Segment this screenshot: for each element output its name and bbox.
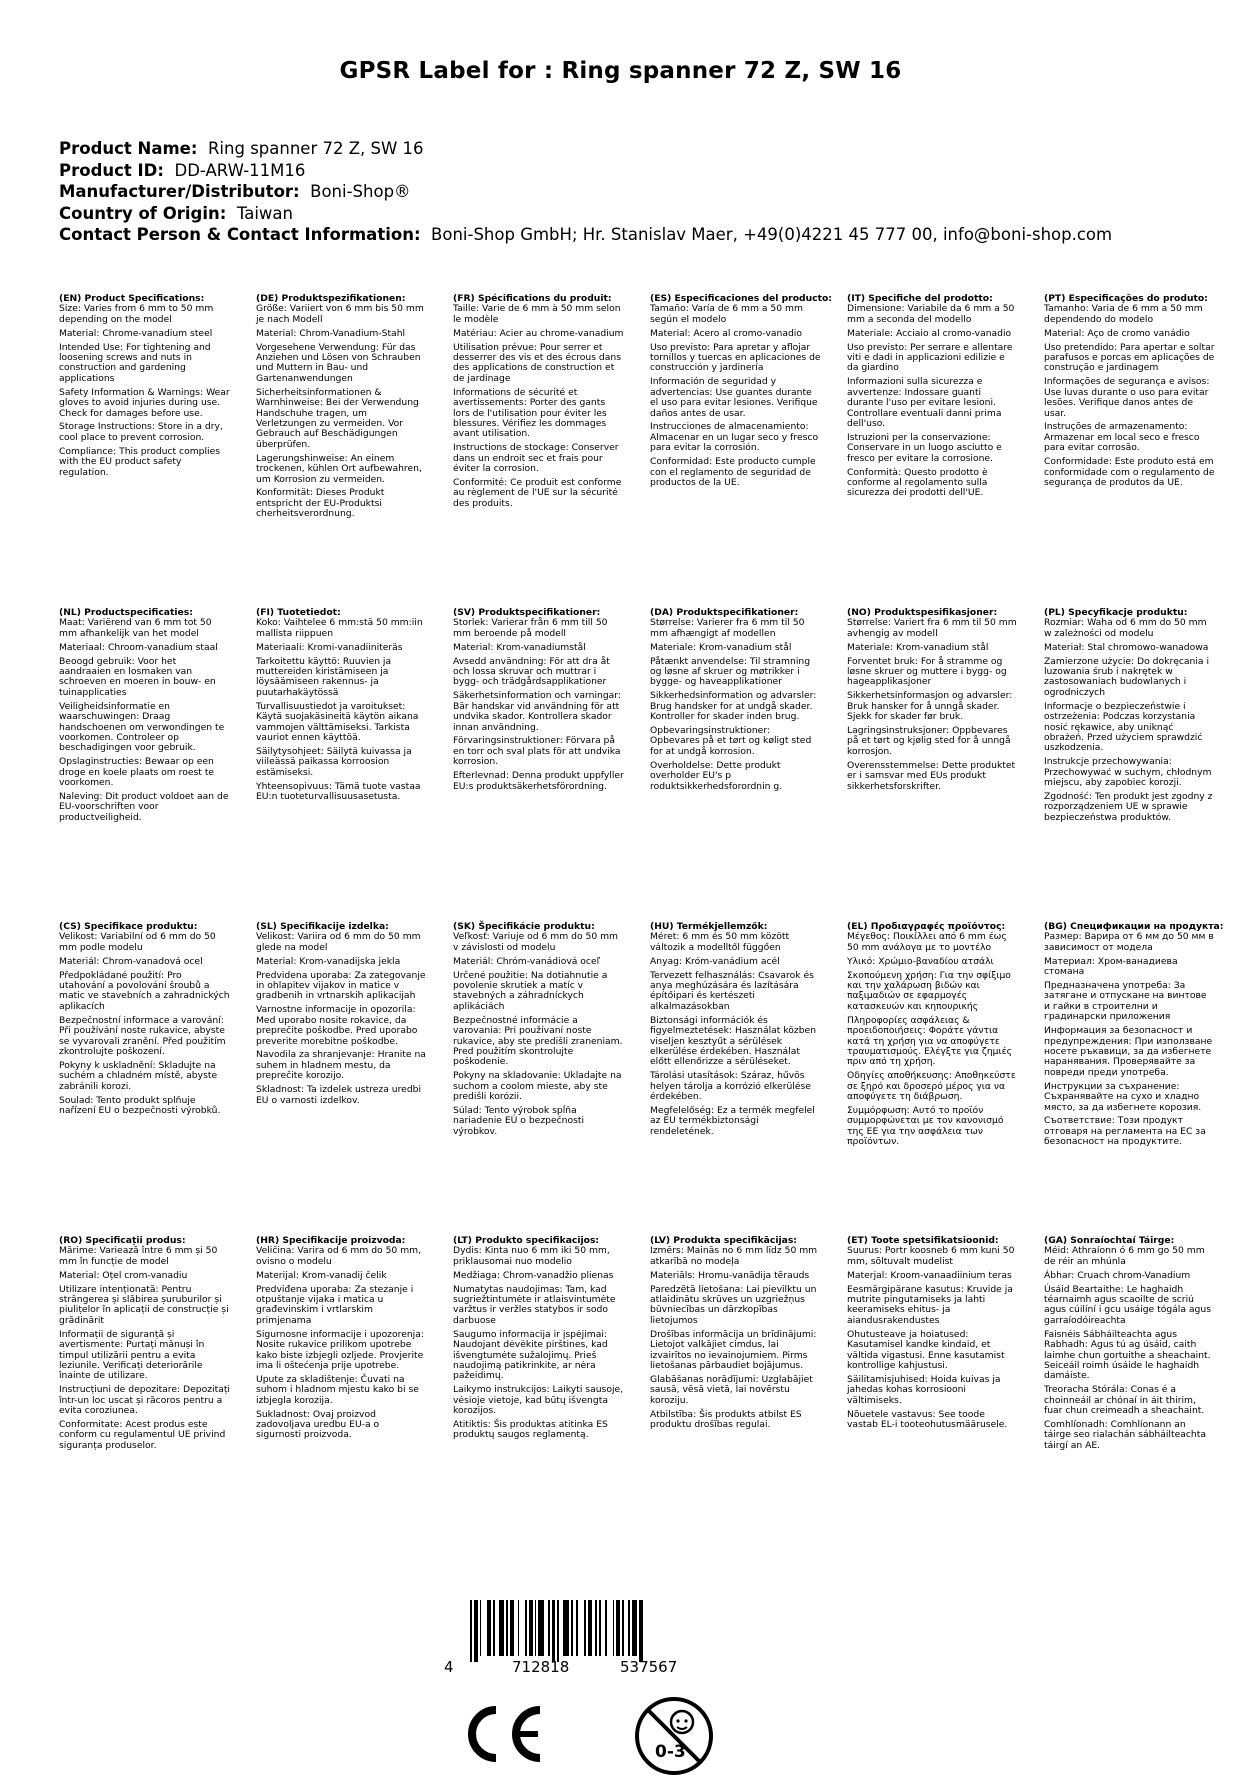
- barcode-bar: [548, 1600, 550, 1656]
- barcode-bar: [599, 1600, 601, 1656]
- spec-section-header: (HU) Termékjellemzők:: [650, 921, 768, 932]
- spec-paragraph: Faisnéis Sábháilteachta agus Rabhadh: Agus tú ag úsáid, caith laimhe chun gortuithe a sheachaint. Seiceáil roimh úsáide le haghaidh damáiste.: [1044, 1328, 1211, 1382]
- age-warning-label: 0-3: [655, 1742, 686, 1762]
- spec-paragraph: Materiaal: Chroom-vanadium staal: [59, 641, 218, 653]
- spec-paragraph: Materiāls: Hromu-vanādija tērauds: [650, 1269, 810, 1281]
- barcode-bar: [628, 1600, 630, 1656]
- spec-paragraph: Μέγεθος: Ποικίλλει από 6 mm έως 50 mm ανάλογα με το μοντέλο: [847, 931, 1007, 953]
- spec-section-header: (RO) Specificații produs:: [59, 1235, 186, 1246]
- spec-paragraph: Uso previsto: Para apretar y aflojar tornillos y tuercas en aplicaciones de construcción y jardinería: [650, 341, 821, 374]
- spec-paragraph: Material: Krom-vanadijska jekla: [256, 955, 401, 967]
- spec-paragraph: Informazioni sulla sicurezza e avvertenze: Indossare guanti durante l'uso per evitare lesioni. Controllare eventuali danni prima dell'uso.: [847, 376, 1002, 429]
- spec-row-3: [59, 922, 1239, 1151]
- spec-paragraph: Tamanho: Varia de 6 mm a 50 mm dependendo do modelo: [1044, 303, 1203, 325]
- spec-section-header: (BG) Спецификации на продукта:: [1044, 921, 1224, 932]
- spec-paragraph: Materjal: Kroom-vanaadiinium teras: [847, 1269, 1012, 1281]
- barcode-bar: [588, 1600, 592, 1656]
- spec-paragraph: Konformität: Dieses Produkt entspricht der EU-Produktsi cherheitsverordnung.: [256, 487, 385, 520]
- spec-paragraph: Ábhar: Cruach chrom-Vanadium: [1044, 1269, 1191, 1281]
- barcode-bar: [538, 1600, 544, 1656]
- spec-section: [453, 294, 650, 523]
- spec-paragraph: Uso pretendido: Para apertar e soltar parafusos e porcas em aplicações de construção e jardinagem: [1044, 341, 1215, 374]
- spec-section-header: (PT) Especificações do produto:: [1044, 293, 1208, 304]
- spec-section-header: (LV) Produkta specifikācijas:: [650, 1235, 797, 1246]
- spec-section: [1044, 922, 1241, 1151]
- spec-paragraph: Navodila za shranjevanje: Hranite na suhem in hladnem mestu, da preprečite korozijo.: [256, 1049, 426, 1082]
- spec-paragraph: Veiligheidsinformatie en waarschuwingen: Draag handschoenen om verwondingen te voorkomen. Controleer op beschadigingen voor gebruik.: [59, 700, 225, 754]
- spec-row-2: [59, 608, 1239, 827]
- spec-paragraph: Οδηγίες αποθήκευσης: Αποθηκεύστε σε ξηρό και δροσερό μέρος για να αποφύγετε τη διάβρωση.: [847, 1070, 1016, 1103]
- spec-paragraph: Размер: Варира от 6 мм до 50 мм в зависимост от модела: [1044, 931, 1214, 953]
- spec-section: [847, 294, 1044, 523]
- spec-paragraph: Instrucțiuni de depozitare: Depozitați într-un loc uscat și răcoros pentru a evita coroziunea.: [59, 1384, 230, 1417]
- spec-paragraph: Mărime: Variează între 6 mm și 50 mm în funcție de model: [59, 1245, 218, 1267]
- spec-paragraph: Varnostne informacije in opozorila: Med uporabo nosite rokavice, da preprečite poškodbe. Pred uporabo preverite morebitne poškodbe.: [256, 1004, 418, 1047]
- spec-section: [847, 608, 1044, 827]
- spec-paragraph: Určené použitie: Na dotiahnutie a povolenie skrutiek a matíc v stavebných a záhradníckych aplikáciách: [453, 969, 608, 1012]
- barcode-bar: [595, 1600, 597, 1656]
- spec-section: [59, 608, 256, 827]
- spec-paragraph: Bezpečnostné informácie a varovania: Pri používaní noste rukavice, aby ste predišli zraneniam. Pred použitím skontrolujte poškodenie.: [453, 1014, 623, 1068]
- spec-section: [1044, 608, 1241, 827]
- spec-paragraph: Anyag: Króm-vanádium acél: [650, 955, 780, 967]
- barcode-bar: [499, 1600, 505, 1656]
- spec-row-1: [59, 294, 1239, 523]
- barcode-bar: [605, 1600, 607, 1656]
- spec-paragraph: Pokyny k uskladnění: Skladujte na suchém a chladném místě, abyste zabránili korozi.: [59, 1059, 218, 1092]
- spec-section-header: (DA) Produktspecifikationer:: [650, 607, 799, 618]
- spec-section: [1044, 1236, 1241, 1455]
- spec-paragraph: Materiál: Chrom-vanadová ocel: [59, 955, 203, 967]
- spec-paragraph: Größe: Variiert von 6 mm bis 50 mm je nach Modell: [256, 303, 424, 325]
- spec-paragraph: Utilizare intenționată: Pentru strângerea și slăbirea șuruburilor și piulițelor în aplicații de construcție și grădinărit: [59, 1283, 229, 1326]
- spec-paragraph: Tervezett felhasználás: Csavarok és anya meghúzására és lazítására építőipari és kertészeti alkalmazásokban: [650, 969, 814, 1012]
- spec-paragraph: Overensstemmelse: Dette produktet er i samsvar med EUs produkt sikkerhetsforskrifter.: [847, 759, 1016, 792]
- spec-paragraph: Zamierzone użycie: Do dokręcania i luzowania śrub i nakrętek w zastosowaniach budowlanych i ogrodniczych: [1044, 655, 1210, 698]
- spec-paragraph: Atbilstība: Šis produkts atbilst ES produktu drošības regulai.: [650, 1408, 802, 1430]
- spec-paragraph: Medžiaga: Chrom-vanadžio plienas: [453, 1269, 614, 1281]
- spec-section-header: (SL) Specifikacije izdelka:: [256, 921, 389, 932]
- age-warning-icon: [632, 1694, 716, 1782]
- spec-section-header: (DE) Produktspezifikationen:: [256, 293, 406, 304]
- spec-paragraph: Comhlíonadh: Comhlíonann an táirge seo rialachán sábháilteachta táirgí an AE.: [1044, 1419, 1206, 1451]
- spec-paragraph: Súlad: Tento výrobok spĺňa nariadenie EÚ o bezpečnosti výrobkov.: [453, 1105, 585, 1137]
- spec-section: [256, 1236, 453, 1455]
- product-name-row: [59, 138, 1112, 160]
- spec-paragraph: Материал: Хром-ванадиева стомана: [1044, 955, 1178, 978]
- barcode-bar: [563, 1600, 569, 1656]
- country-row: [59, 203, 1112, 225]
- barcode-bar: [535, 1600, 537, 1656]
- spec-paragraph: Storage Instructions: Store in a dry, cool place to prevent corrosion.: [59, 421, 223, 443]
- product-name-label: Product Name:: [59, 139, 198, 158]
- spec-section-header: (ES) Especificaciones del producto:: [650, 293, 832, 304]
- manufacturer-value: Boni-Shop®: [310, 182, 411, 201]
- spec-section-header: (NO) Produktspesifikasjoner:: [847, 607, 998, 618]
- spec-paragraph: Predvidena uporaba: Za zategovanje in ohlapitev vijakov in matice v gradbenih in vrtnarskih aplikacijah: [256, 969, 426, 1002]
- spec-paragraph: Materiał: Stal chromowo-wanadowa: [1044, 641, 1209, 653]
- barcode-bar: [571, 1600, 573, 1656]
- barcode-bar: [584, 1600, 586, 1656]
- spec-paragraph: Matériau: Acier au chrome-vanadium: [453, 327, 624, 339]
- spec-paragraph: Informações de segurança e avisos: Use luvas durante o uso para evitar lesões. Verifique danos antes de usar.: [1044, 376, 1210, 419]
- spec-paragraph: Velikost: Variira od 6 mm do 50 mm glede na model: [256, 931, 421, 953]
- spec-paragraph: Conformità: Questo prodotto è conforme al regolamento sulla sicurezza dei prodotti dell'UE.: [847, 466, 988, 499]
- spec-paragraph: Material: Aço de cromo vanádio: [1044, 327, 1190, 339]
- barcode-bars: [470, 1600, 702, 1656]
- product-id-row: [59, 160, 1112, 182]
- spec-section-header: (GA) Sonraíochtaí Táirge:: [1044, 1235, 1175, 1246]
- spec-paragraph: Säilitamisjuhised: Hoida kuivas ja jahedas kohas korrosiooni vältimiseks.: [847, 1373, 1001, 1406]
- barcode-bar: [518, 1600, 520, 1656]
- spec-paragraph: Efterlevnad: Denna produkt uppfyller EU:s produktsäkerhetsförordning.: [453, 770, 624, 792]
- spec-section: [650, 608, 847, 827]
- spec-paragraph: Ohutusteave ja hoiatused: Kasutamisel kandke kindaid, et vältida vigastusi. Enne kasutamist kontrollige kahjustusi.: [847, 1328, 1005, 1371]
- spec-paragraph: Predviđena uporaba: Za stezanje i otpuštanje vijaka i matica u građevinskim i vrtlarskim primjenama: [256, 1283, 414, 1326]
- spec-section-header: (LT) Produkto specifikacijos:: [453, 1235, 600, 1246]
- spec-paragraph: Material: Acero al cromo-vanadio: [650, 327, 802, 339]
- spec-paragraph: Dimensione: Variabile da 6 mm a 50 mm a seconda del modello: [847, 303, 1015, 325]
- spec-section: [453, 1236, 650, 1455]
- spec-section: [847, 1236, 1044, 1455]
- spec-section: [256, 608, 453, 827]
- spec-paragraph: Información de seguridad y advertencias: Use guantes durante el uso para evitar lesiones. Verifique daños antes de usar.: [650, 376, 818, 419]
- barcode-bar: [480, 1600, 482, 1656]
- spec-row-4: [59, 1236, 1239, 1455]
- spec-paragraph: Størrelse: Varierer fra 6 mm til 50 mm afhængigt af modellen: [650, 617, 805, 639]
- spec-paragraph: Säilytysohjeet: Säilytä kuivassa ja viileässä paikassa korroosion estämiseksi.: [256, 745, 412, 778]
- product-info: [59, 138, 1112, 246]
- spec-paragraph: Utilisation prévue: Pour serrer et desserrer des vis et des écrous dans des applications de construction et de jardinage: [453, 341, 622, 384]
- spec-paragraph: Megfelelőség: Ez a termék megfelel az EU termékbiztonsági rendeletének.: [650, 1105, 815, 1137]
- spec-section-header: (NL) Productspecificaties:: [59, 607, 193, 618]
- spec-paragraph: Dydis: Kinta nuo 6 mm iki 50 mm, priklausomai nuo modelio: [453, 1245, 610, 1267]
- barcode-bar: [506, 1600, 508, 1656]
- spec-section: [453, 608, 650, 827]
- spec-paragraph: Pokyny na skladovanie: Ukladajte na suchom a coolom mieste, aby ste predišli korózii.: [453, 1070, 622, 1103]
- spec-paragraph: Méret: 6 mm és 50 mm között változik a modelltől függően: [650, 931, 790, 953]
- spec-section: [650, 1236, 847, 1455]
- spec-paragraph: Tárolási utasítások: Száraz, hűvös helyen tárolja a korrózió elkerülése érdekében.: [650, 1070, 811, 1103]
- spec-paragraph: Uso previsto: Per serrare e allentare viti e dadi in applicazioni edilizie e da giardino: [847, 341, 1013, 374]
- spec-paragraph: Tamaño: Varía de 6 mm a 50 mm según el modelo: [650, 303, 803, 325]
- spec-paragraph: Paredzētā lietošana: Lai pievilktu un atlaidinātu skrūves un uzgriežņus būvniecības un dārzkopības lietojumos: [650, 1283, 817, 1326]
- spec-paragraph: Eesmärgipärane kasutus: Kruvide ja mutrite pingutamiseks ja lahti keeramiseks ehitus- ja aiandusrakendustes: [847, 1283, 1013, 1326]
- spec-paragraph: Instrucciones de almacenamiento: Almacenar en un lugar seco y fresco para evitar la corrosión.: [650, 421, 819, 454]
- spec-paragraph: Skladnost: Ta izdelek ustreza uredbi EU o varnosti izdelkov.: [256, 1084, 422, 1106]
- spec-paragraph: Informacje o bezpieczeństwie i ostrzeżenia: Podczas korzystania nosić rękawice, aby uniknąć obrażeń. Przed użyciem sprawdzić uszkodzenia.: [1044, 700, 1203, 754]
- spec-paragraph: Materiale: Krom-vanadium stål: [650, 641, 792, 653]
- spec-paragraph: Velikost: Variabilní od 6 mm do 50 mm podle modelu: [59, 931, 216, 953]
- spec-section-header: (IT) Specifiche del prodotto:: [847, 293, 993, 304]
- spec-paragraph: Soulad: Tento produkt splňuje nařízení EU o bezpečnosti výrobků.: [59, 1094, 221, 1116]
- product-name-value: Ring spanner 72 Z, SW 16: [207, 139, 424, 158]
- spec-section-header: (HR) Specifikacije proizvoda:: [256, 1235, 406, 1246]
- spec-paragraph: Numatytas naudojimas: Tam, kad sugriežtintumėte ir atlaisvintumėte varžtus ir veržles statybos ir sodo darbuose: [453, 1283, 616, 1326]
- barcode-bar: [510, 1600, 514, 1656]
- barcode-bar: [525, 1600, 527, 1656]
- spec-paragraph: Materiale: Acciaio al cromo-vanadio: [847, 327, 1012, 339]
- spec-paragraph: Påtænkt anvendelse: Til stramning og løsne af skruer og møtrikker i bygge- og haveapplikationer: [650, 655, 811, 688]
- contact-row: [59, 224, 1112, 246]
- spec-section: [59, 1236, 256, 1455]
- spec-section-header: (ET) Toote spetsifikatsioonid:: [847, 1235, 999, 1246]
- spec-paragraph: Förvaringsinstruktioner: Förvara på en torr och sval plats för att undvika korrosion.: [453, 735, 621, 768]
- spec-paragraph: Avsedd användning: För att dra åt och lossa skruvar och muttrar i bygg- och trädgårdsapplikationer: [453, 655, 610, 688]
- spec-section: [256, 294, 453, 523]
- spec-paragraph: Υλικό: Χρώμιο-βαναδίου ατσάλι: [847, 955, 994, 967]
- spec-section: [1044, 294, 1241, 523]
- spec-paragraph: Materiaali: Kromi-vanadiiniteräs: [256, 641, 403, 653]
- spec-paragraph: Инструкции за съхранение: Съхранявайте на сухо и хладно място, за да избегнете корозия.: [1044, 1080, 1202, 1113]
- barcode-bar: [470, 1600, 472, 1662]
- spec-paragraph: Méid: Athraíonn ó 6 mm go 50 mm de réir an mhúnla: [1044, 1245, 1205, 1267]
- spec-paragraph: Koko: Vaihtelee 6 mm:stä 50 mm:iin mallista riippuen: [256, 617, 423, 639]
- barcode-digit-group-1: 712818: [512, 1658, 570, 1676]
- spec-section-header: (FI) Tuotetiedot:: [256, 607, 341, 618]
- spec-paragraph: Materiál: Chróm-vanádiová oceľ: [453, 955, 601, 967]
- product-id-label: Product ID:: [59, 160, 164, 180]
- spec-paragraph: Drošības informācija un brīdinājumi: Lietojot valkājiet cimdus, lai izvairītos no ievainojumiem. Pirms lietošanas pārbaudiet bojājumus.: [650, 1328, 817, 1371]
- spec-paragraph: Предназначена употреба: За затягане и отпускане на винтове и гайки в строителни и градинарски приложения: [1044, 980, 1207, 1023]
- barcode-bar: [487, 1600, 491, 1656]
- barcode-bar: [529, 1600, 533, 1656]
- spec-paragraph: Sigurnosne informacije i upozorenja: Nosite rukavice prilikom upotrebe kako biste izbjegli ozljede. Provjerite ima li oštećenja prije upotrebe.: [256, 1328, 424, 1371]
- manufacturer-label: Manufacturer/Distributor:: [59, 182, 300, 201]
- spec-paragraph: Bezpečnostní informace a varování: Při používání noste rukavice, abyste se vyvarovali zranění. Před použitím zkontrolujte poškození.: [59, 1014, 226, 1057]
- spec-section-header: (CS) Specifikace produktu:: [59, 921, 198, 932]
- spec-paragraph: Информация за безопасност и предупреждения: При използване носете ръкавици, за да избегнете наранявания. Проверявайте за повреди преди употреба.: [1044, 1025, 1213, 1078]
- spec-paragraph: Veličina: Varira od 6 mm do 50 mm, ovisno o modelu: [256, 1245, 422, 1267]
- spec-paragraph: Informații de siguranță și avertismente: Purtați mănuși în timpul utilizării pentru a evita leziunile. Verificați deteriorările înainte de utilizare.: [59, 1328, 205, 1382]
- barcode-bar: [493, 1600, 495, 1656]
- spec-paragraph: Lagringsinstruksjoner: Oppbevares på et tørt og kjølig sted for å unngå korrosjon.: [847, 725, 1011, 757]
- spec-paragraph: Conformitate: Acest produs este conform cu regulamentul UE privind siguranța produselor.: [59, 1419, 226, 1451]
- spec-section: [453, 922, 650, 1151]
- spec-paragraph: Πληροφορίες ασφάλειας & προειδοποιήσεις: Φοράτε γάντια κατά τη χρήση για να αποφύγετε τραυματισμούς. Ελέγξτε για ζημιές πριν από τη χρήση.: [847, 1014, 1012, 1068]
- spec-paragraph: Zgodność: Ten produkt jest zgodny z rozporządzeniem UE w sprawie bezpieczeństwa produktów.: [1044, 791, 1213, 823]
- spec-section: [256, 922, 453, 1151]
- spec-paragraph: Rozmiar: Waha od 6 mm do 50 mm w zależności od modelu: [1044, 617, 1207, 639]
- spec-section-header: (SK) Špecifikácie produktu:: [453, 921, 595, 932]
- spec-paragraph: Materijal: Krom-vanadij čelik: [256, 1269, 387, 1281]
- spec-section: [650, 922, 847, 1151]
- spec-paragraph: Maat: Variërend van 6 mm tot 50 mm afhankelijk van het model: [59, 617, 212, 639]
- barcode-bar: [616, 1600, 620, 1656]
- spec-paragraph: Materiale: Krom-vanadium stål: [847, 641, 989, 653]
- barcode-bar: [613, 1600, 615, 1656]
- spec-paragraph: Σκοπούμενη χρήση: Για την σφίξιμο και την χαλάρωση βιδών και παξιμαδιών σε εφαρμογές κατασκευών και κηπουρικής: [847, 969, 1011, 1012]
- spec-paragraph: Material: Oțel crom-vanadiu: [59, 1269, 188, 1281]
- spec-paragraph: Storlek: Varierar från 6 mm till 50 mm beroende på modell: [453, 617, 608, 639]
- spec-paragraph: Yhteensopivuus: Tämä tuote vastaa EU:n tuoteturvallisuusasetusta.: [256, 780, 421, 802]
- spec-paragraph: Upute za skladištenje: Čuvati na suhom i hladnom mjestu kako bi se izbjegla korozija.: [256, 1373, 419, 1406]
- ce-mark-icon: [458, 1706, 544, 1766]
- spec-paragraph: Nõuetele vastavus: See toode vastab EL-i tooteohutusmäärusele.: [847, 1408, 1008, 1430]
- spec-paragraph: Saugumo informacija ir įspėjimai: Naudojant dėvėkite pirštines, kad išvengtumėte sužalojimų. Prieš naudojimą patikrinkite, ar nėra pažeidimų.: [453, 1328, 608, 1382]
- spec-paragraph: Størrelse: Variert fra 6 mm til 50 mm avhengig av modell: [847, 617, 1017, 639]
- spec-paragraph: Předpokládané použití: Pro utahování a povolování šroubů a matic ve stavebních a zahradnických aplikacích: [59, 969, 230, 1012]
- spec-paragraph: Sikkerhetsinformasjon og advarsler: Bruk hansker for å unngå skader. Sjekk for skader før bruk.: [847, 690, 1013, 723]
- country-label: Country of Origin:: [59, 203, 227, 223]
- barcode-digit-first: 4: [444, 1658, 454, 1676]
- spec-paragraph: Size: Varies from 6 mm to 50 mm depending on the model: [59, 303, 214, 325]
- spec-section: [650, 294, 847, 523]
- spec-paragraph: Съответствие: Този продукт отговаря на регламента на ЕС за безопасност на продуктите.: [1044, 1115, 1206, 1148]
- barcode-bar: [474, 1600, 478, 1662]
- spec-paragraph: Opslaginstructies: Bewaar op een droge en koele plaats om roest te voorkomen.: [59, 756, 215, 789]
- contact-label: Contact Person & Contact Information:: [59, 225, 421, 244]
- spec-paragraph: Sicherheitsinformationen & Warnhinweise: Bei der Verwendung Handschuhe tragen, um Verletzungen zu vermeiden. Vor Gebrauch auf Beschädigungen überprüfen.: [256, 386, 419, 450]
- spec-paragraph: Glabāšanas norādījumi: Uzglabājiet sausā, vēsā vietā, lai novērstu koroziju.: [650, 1373, 813, 1406]
- spec-section-header: (EN) Product Specifications:: [59, 293, 205, 304]
- spec-paragraph: Safety Information & Warnings: Wear gloves to avoid injuries during use. Check for damages before use.: [59, 386, 230, 419]
- spec-paragraph: Tarkoitettu käyttö: Ruuvien ja muttereiden kiristämiseen ja löysäämiseen rakennus- ja puutarhakäytössä: [256, 655, 392, 698]
- spec-paragraph: Biztonsági információk és figyelmeztetések: Használat közben viseljen kesztyűt a sérülések elkerülése érdekében. Használat előtt ellenőrizze a sérüléseket.: [650, 1014, 817, 1068]
- barcode-bar: [557, 1600, 559, 1662]
- product-id-value: DD-ARW-11M16: [174, 160, 306, 180]
- spec-paragraph: Instructions de stockage: Conserver dans un endroit sec et frais pour éviter la corrosion.: [453, 442, 619, 475]
- spec-section-header: (PL) Specyfikacje produktu:: [1044, 607, 1188, 618]
- barcode-digit-group-2: 537567: [620, 1658, 678, 1676]
- spec-paragraph: Lagerungshinweise: An einem trockenen, kühlen Ort aufbewahren, um Korrosion zu vermeiden.: [256, 452, 422, 485]
- spec-paragraph: Instruções de armazenamento: Armazenar em local seco e fresco para evitar corrosão.: [1044, 421, 1200, 454]
- spec-paragraph: Forventet bruk: For å stramme og løsne skruer og muttere i bygg- og hageapplikasjoner: [847, 655, 1007, 688]
- spec-paragraph: Overholdelse: Dette produkt overholder EU's p roduktsikkerhedsforordnin g.: [650, 759, 783, 792]
- spec-paragraph: Naleving: Dit product voldoet aan de EU-voorschriften voor productveiligheid.: [59, 791, 229, 823]
- page-title: GPSR Label for : Ring spanner 72 Z, SW 16: [339, 58, 902, 84]
- spec-paragraph: Treoracha Stórála: Conas é a choinneáil ar chónaí in áit thirim, fuar chun creimeadh a sheachaint.: [1044, 1384, 1205, 1417]
- barcode-bar: [622, 1600, 624, 1656]
- spec-paragraph: Taille: Varie de 6 mm à 50 mm selon le modèle: [453, 303, 621, 325]
- barcode-bar: [552, 1600, 556, 1662]
- spec-section: [847, 922, 1044, 1151]
- spec-paragraph: Compliance: This product complies with the EU product safety regulation.: [59, 445, 221, 478]
- manufacturer-row: [59, 181, 1112, 203]
- spec-paragraph: Material: Chrome-vanadium steel: [59, 327, 213, 339]
- spec-paragraph: Atitiktis: Šis produktas atitinka ES produktų saugos reglamentą.: [453, 1419, 608, 1441]
- spec-paragraph: Instrukcje przechowywania: Przechowywać w suchym, chłodnym miejscu, aby zapobiec korozji.: [1044, 756, 1212, 789]
- spec-paragraph: Συμμόρφωση: Αυτό το προϊόν συμμορφώνεται με τον κανονισμό της ΕΕ για την ασφάλεια των προϊόντων.: [847, 1105, 1004, 1148]
- spec-paragraph: Suurus: Portr koosneb 6 mm kuni 50 mm, sõltuvalt mudelist: [847, 1245, 1015, 1267]
- spec-paragraph: Intended Use: For tightening and loosening screws and nuts in construction and gardening applications: [59, 341, 211, 384]
- spec-section-header: (FR) Spécifications du produit:: [453, 293, 612, 304]
- barcode-bar: [576, 1600, 578, 1656]
- spec-section: [59, 294, 256, 523]
- spec-section-header: (EL) Προδιαγραφές προϊόντος:: [847, 921, 1006, 932]
- spec-paragraph: Vorgesehene Verwendung: Für das Anziehen und Lösen von Schrauben und Muttern in Bau- und Gartenanwendungen: [256, 341, 421, 384]
- country-value: Taiwan: [236, 203, 293, 223]
- spec-paragraph: Sikkerhedsinformation og advarsler: Brug handsker for at undgå skader. Kontroller for skader inden brug.: [650, 690, 817, 723]
- contact-value: Boni-Shop GmbH; Hr. Stanislav Maer, +49(0)4221 45 777 00, info@boni-shop.com: [431, 225, 1113, 244]
- spec-paragraph: Úsáid Beartaithe: Le haghaidh téarnaimh agus scaoilte de scriú agus cúilíní i gcu usáige tógála agus garraíodóireachta: [1044, 1283, 1211, 1326]
- barcode-bar: [632, 1600, 638, 1656]
- spec-paragraph: Opbevaringsinstruktioner: Opbevares på et tørt og køligt sted for at undgå korrosion.: [650, 725, 812, 757]
- spec-paragraph: Beoogd gebruik: Voor het aandraaien en losmaken van schroeven en moeren in bouw- en tuinapplicaties: [59, 655, 216, 698]
- ean-barcode: [444, 1600, 714, 1684]
- spec-paragraph: Veľkosť: Variuje od 6 mm do 50 mm v závislosti od modelu: [453, 931, 619, 953]
- spec-paragraph: Laikymo instrukcijos: Laikyti sausoje, vėsioje vietoje, kad būtų išvengta korozijos.: [453, 1384, 624, 1417]
- spec-section-header: (SV) Produktspecifikationer:: [453, 607, 601, 618]
- spec-paragraph: Izmērs: Mainās no 6 mm līdz 50 mm atkarībā no modeļa: [650, 1245, 818, 1267]
- spec-paragraph: Conformité: Ce produit est conforme au règlement de l'UE sur la sécurité des produits.: [453, 477, 622, 509]
- spec-section: [59, 922, 256, 1151]
- spec-paragraph: Conformidade: Este produto está em conformidade com o regulamento de segurança de produtos da UE.: [1044, 456, 1215, 488]
- spec-paragraph: Sukladnost: Ovaj proizvod zadovoljava uredbu EU-a o sigurnosti proizvoda.: [256, 1408, 380, 1441]
- spec-paragraph: Informations de sécurité et avertissements: Porter des gants lors de l'utilisation pour éviter les blessures. Vérifiez les dommages avant utilisation.: [453, 386, 607, 440]
- barcode-bar: [639, 1600, 643, 1662]
- spec-paragraph: Istruzioni per la conservazione: Conservare in un luogo asciutto e fresco per evitare la corrosione.: [847, 431, 1002, 464]
- spec-paragraph: Material: Chrom-Vanadium-Stahl: [256, 327, 406, 339]
- spec-paragraph: Säkerhetsinformation och varningar: Bär handskar vid användning för att undvika skador. Kontrollera skador innan användning.: [453, 690, 622, 733]
- spec-paragraph: Material: Krom-vanadiumstål: [453, 641, 586, 653]
- spec-paragraph: Turvallisuustiedot ja varoitukset: Käytä suojakäsineitä käytön aikana vammojen välttämiseksi. Tarkista vauriot ennen käyttöä.: [256, 700, 419, 743]
- spec-paragraph: Conformidad: Este producto cumple con el reglamento de seguridad de productos de la UE.: [650, 456, 816, 488]
